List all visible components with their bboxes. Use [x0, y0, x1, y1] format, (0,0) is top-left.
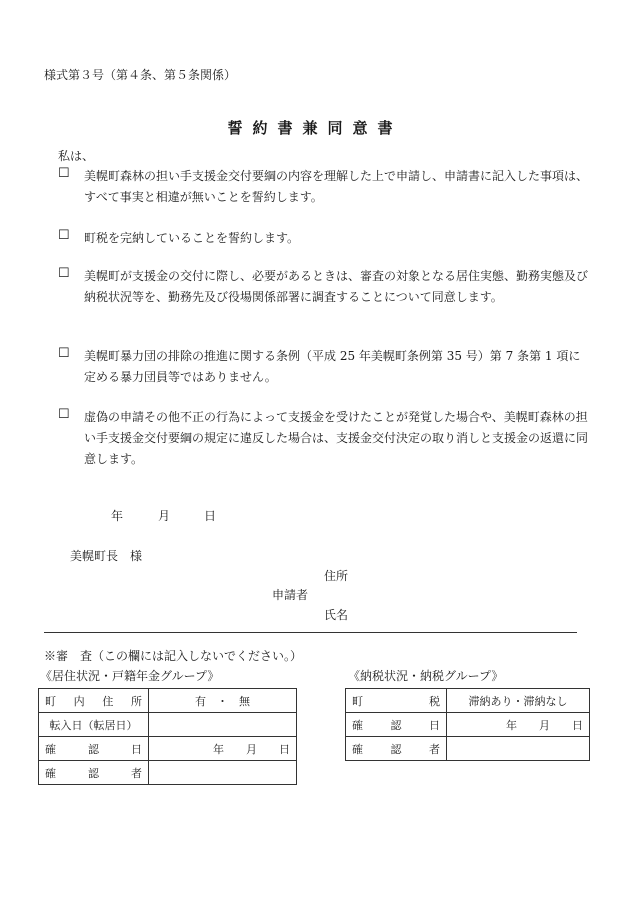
date-month: 月 — [158, 509, 171, 523]
clause-5-text: 虚偽の申請その他不正の行為によって支援金を受けたことが発覚した場合や、美幌町森林の担い手支援金交付要綱の規定に違反した場合は、支援金交付決定の取り消しと支援金の返還に同意します。 — [84, 410, 589, 466]
clause-4-text: 美幌町暴力団の排除の推進に関する条例（平成 25 年美幌町条例第 35 号）第 7 条第 1 項に定める暴力団員等ではありません。 — [84, 349, 581, 384]
row-value[interactable]: 年 月 日 — [447, 713, 590, 737]
row-label: 町内住所 — [39, 689, 149, 713]
checkbox-3[interactable]: ☐ — [58, 266, 70, 281]
table-row — [39, 761, 297, 785]
addressee: 美幌町長 様 — [70, 549, 143, 563]
row-label: 確認者 — [346, 737, 447, 761]
row-label: 町税 — [346, 689, 447, 713]
clause-3 — [58, 266, 588, 329]
residence-check-table — [38, 688, 297, 785]
applicant-label: 申請者 — [272, 588, 309, 602]
table-row — [39, 737, 297, 761]
divider — [44, 632, 577, 633]
review-note: ※審 査（この欄には記入しないでください。） — [44, 649, 303, 663]
checkbox-2[interactable]: ☐ — [58, 228, 70, 243]
row-value[interactable] — [149, 713, 297, 737]
tax-check-table — [345, 688, 590, 761]
clause-2-text: 町税を完納していることを誓約します。 — [84, 231, 300, 245]
clause-1 — [58, 166, 588, 208]
form-number: 様式第３号（第４条、第５条関係） — [44, 68, 237, 82]
row-value[interactable]: 年 月 日 — [149, 737, 297, 761]
clause-1-text: 美幌町森林の担い手支援金交付要綱の内容を理解した上で申請し、申請書に記入した事項は、すべて事実と相違が無いことを誓約します。 — [84, 169, 589, 204]
row-label: 確認者 — [39, 761, 149, 785]
table-row — [39, 713, 297, 737]
table-row — [346, 737, 590, 761]
checkbox-1[interactable]: ☐ — [58, 166, 70, 181]
intro-text: 私は、 — [58, 149, 95, 163]
row-label: 転入日（転居日） — [39, 713, 149, 737]
clause-4 — [58, 346, 588, 388]
clause-3-text: 美幌町が支援金の交付に際し、必要があるときは、審査の対象となる居住実態、勤務実態及び納税状況等を、勤務先及び役場関係部署に調査することについて同意します。 — [84, 269, 589, 304]
row-value[interactable] — [149, 761, 297, 785]
table-row — [346, 689, 590, 713]
row-value[interactable] — [447, 737, 590, 761]
row-label: 確認日 — [346, 713, 447, 737]
row-label: 確認日 — [39, 737, 149, 761]
clause-5 — [58, 407, 588, 470]
checkbox-4[interactable]: ☐ — [58, 346, 70, 361]
date-day: 日 — [204, 509, 217, 523]
address-label: 住所 — [324, 569, 349, 583]
left-group-heading: 《居住状況・戸籍年金グループ》 — [40, 669, 220, 683]
clause-2 — [58, 228, 588, 249]
right-group-heading: 《納税状況・納税グループ》 — [348, 669, 504, 683]
table-row — [39, 689, 297, 713]
table-row — [346, 713, 590, 737]
date-year: 年 — [111, 509, 124, 523]
page-title: 誓約書兼同意書 — [227, 119, 403, 137]
name-label: 氏名 — [324, 608, 349, 622]
row-value[interactable]: 滞納あり・滞納なし — [447, 689, 590, 713]
row-value[interactable]: 有 ・ 無 — [149, 689, 297, 713]
checkbox-5[interactable]: ☐ — [58, 407, 70, 422]
